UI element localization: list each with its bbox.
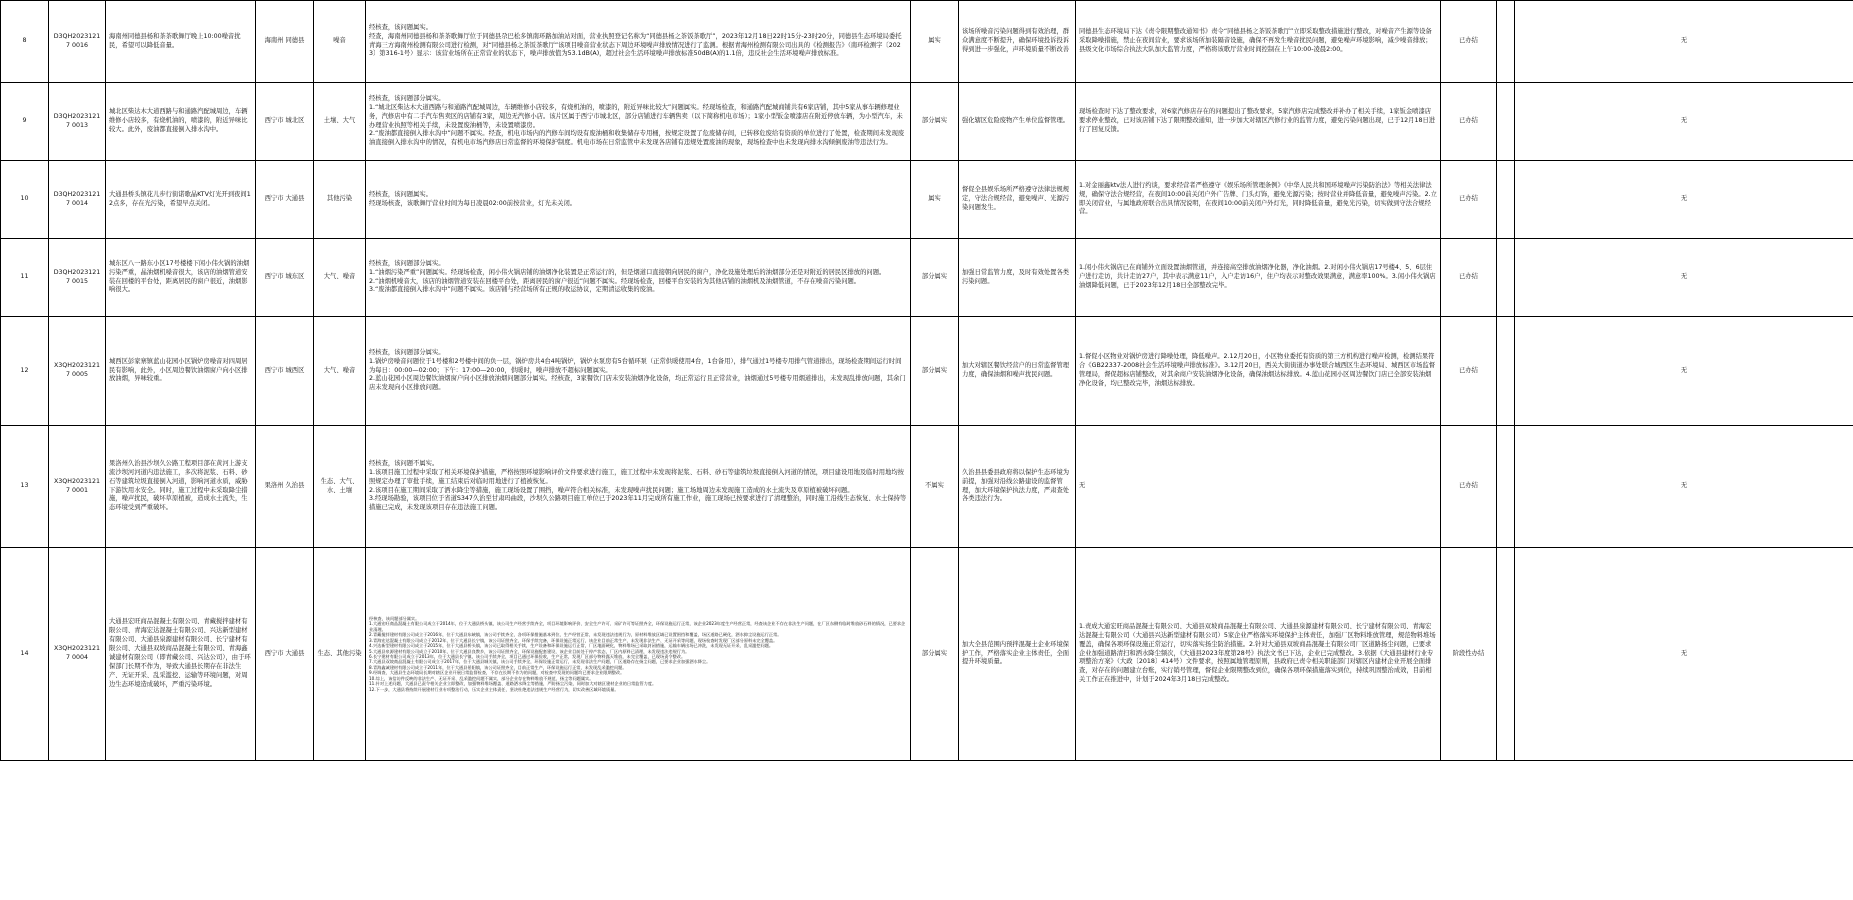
complaint-content: 城西区彭家寨镇蓝山花园小区锅炉房噪音对四周居民有影响，此外，小区周边餐饮油烟窗户向小区排放油烟，异味较重。 xyxy=(106,317,256,426)
rectification-goal: 强化辖区危险废物产生单位监督管理。 xyxy=(959,83,1076,161)
table-row xyxy=(1,239,1853,317)
rectification-measures: 同德县生态环境局下达《责令限期整改通知书》责令“同德县杨之茶饭茶歌厅”立即采取整改措施进行整改，对噪音产生源等设备采取降噪措施，禁止在夜间营业，要求该场所加装隔音设施，确保不再发生噪音扰民问题，避免噪声环境影响，减少噪音排放；县级文化市场综合执法大队加大监管力度，严格将该歌厅营业时间控制在上午10:00-凌晨2:00。 xyxy=(1076,1,1441,83)
verification-paragraph: 12.下一步，大通县将持续开展建材行业专项整治行动，压实企业主体责任，坚决杜绝违法违规生产经营行为，切实改善区域环境质量。 xyxy=(369,686,619,692)
complaint-content: 果洛州久治县沙坝久公路工程项目部在黄河上游支流沙坝河河道内违法施工，多次将泥浆、石料、砂石等建筑垃圾直接倒入河道，影响河道水质，威胁下游饮用水安全。同时，施工过程中未采取降尘措施，噪声扰民，破坏草原植被，造成水土流失，生态环境受到严重破坏。 xyxy=(106,426,256,548)
location: 西宁市 城东区 xyxy=(256,239,314,317)
location: 西宁市 大通县 xyxy=(256,548,314,761)
pollution-type: 生态、其他污染 xyxy=(314,548,366,761)
verification-paragraph: 1.锅炉房噪音问题位于1号楼和2号楼中间的负一层，锅炉房共4台4吨锅炉，锅炉水泵房有5台循环泵（正常供暖使用4台，1台备用），排气通过1号楼专用排气管道排出，现场检查期间运行时间为每日：00:00—02:00；下午：17:00—20:00，供暖时，噪声排放不超标问题属实。 xyxy=(369,357,902,374)
verification-paragraph: 8.青海鑫诚建材有限公司成立于2011年，位于大通县景阳镇，该公司证照齐全，目前正常生产，环保设施运行正常，未发现乱采滥挖问题。 xyxy=(369,664,627,670)
verification-paragraph: 2.该项目在施工期间采取了洒水降尘等措施，施工现场设置了围挡，噪声符合相关标准，未发现噪声扰民问题；施工场地周边未发现施工造成的水土流失及草原植被破坏问题。 xyxy=(369,486,854,494)
verification-paragraph: 5.大通县泉源建材有限公司成立于2010年，位于大通县良教乡，该公司证照齐全，环保设施配套建设，该企业目前处于停产状态，厂区内原料已清理，未发现违法违规行为。 xyxy=(369,648,690,654)
verification-paragraph: 经核查，该问题部分属实。 xyxy=(369,615,420,621)
row-number: 9 xyxy=(1,83,49,161)
completion-status: 已办结 xyxy=(1441,1,1497,83)
verification-paragraph: 经核查，该问题属实。 xyxy=(369,190,432,198)
completion-status: 已办结 xyxy=(1441,239,1497,317)
location: 西宁市 大通县 xyxy=(256,161,314,239)
rectification-goal: 加强日常监管力度，及时有效处置各类污染问题。 xyxy=(959,239,1076,317)
verification-paragraph: 经核查，该问题部分属实。 xyxy=(369,348,445,356)
verification-paragraph: 11.针对上述问题，大通县已责令相关企业立即整改，加强物料堆场覆盖、道路洒水降尘等措施，严防扬尘污染，同时加大对辖区建材企业的日常监管力度。 xyxy=(369,681,657,687)
complaint-content: 城北区柴达木大道西路与和通路汽配城周边，车辆维修小店较多，有烧机油的，喷漆的，附近异味比较大。此外，废油都直接倒入排水沟中。 xyxy=(106,83,256,161)
accountability: 无 xyxy=(1515,426,1853,548)
pollution-type: 其他污染 xyxy=(314,161,366,239)
verification-paragraph: 1.“油烟污染严重”问题属实。经现场检查，闲小伟火锅店铺的油烟净化装置是正常运行的，但是烟道口直接朝向居民的窗户，净化设施处理后的油烟部分还是对附近的居民区排放的问题。 xyxy=(369,268,886,276)
verification-paragraph: 经现场核查，该歌舞厅营业时间为每日凌晨02:00前按营业，灯光未关闭。 xyxy=(369,199,577,207)
rectification-goal: 督促全县娱乐场所严格遵守法律法规规定，守法合规经营，避免噪声、光源污染问题发生。 xyxy=(959,161,1076,239)
verification-details xyxy=(366,1,911,83)
spacer-cell xyxy=(1497,548,1515,761)
rectification-measures: 1.督促小区物业对锅炉房进行降噪处理，降低噪声。2.12月20日，小区物业委托有资质的第三方机构进行噪声检测，检测结果符合《GB22337-2008社会生活环境噪声排放标准》。3.12月20日，西关大街街道办事处联合城西区生态环境局、城西区市场监督管理局，督促超标店铺整改，对其余商户安装油烟净化设备，确保油烟达标排放。4.蓝山花园小区周边餐饮门店已全部安装油烟净化设备，均已整改完毕，油烟达标排放。 xyxy=(1076,317,1441,426)
row-number: 13 xyxy=(1,426,49,548)
verification-paragraph: 1.该项目施工过程中采取了相关环境保护措施，严格按照环境影响评价文件要求进行施工，施工过程中未发现将泥浆、石料、砂石等建筑垃圾直接倒入河道的情况，项目建设用地及临时用地均按照规定办理了审批手续，施工结束后对临时用地进行了植被恢复。 xyxy=(369,468,904,485)
completion-status: 已办结 xyxy=(1441,161,1497,239)
case-code: X3QH20231217 0005 xyxy=(49,317,106,426)
verification-result: 属实 xyxy=(911,1,959,83)
verification-details xyxy=(366,426,911,548)
spacer-cell xyxy=(1497,426,1515,548)
verification-paragraph: 2.“废油都直接倒入排水沟中”问题不属实。经查，机电市场内的汽修车间均设有废油桶和收集储存专用桶，按规定设置了危废储存间，已转移危废给有资质的单位进行了处置，检查期间未发现废油直接倒入排水沟中的情况，有机电市场汽修店日常监督的环境保护制度。机电市场在日常监管中未发现各店铺有违规处置废油的现象，现场检查中也未发现向排水沟倾倒废油等违法行为。 xyxy=(369,130,905,147)
spacer-cell xyxy=(1497,1,1515,83)
accountability: 无 xyxy=(1515,317,1853,426)
verification-paragraph: 经查，海南州同德县杨和茶茶歌舞厅位于同德县尕巴松多镇南环路加油站对面，营业执照登记名称为“同德县杨之茶饭茶歌厅”，2023年12月18日22时15分-23时20分，同德县生态环境局委托青海三方海南州检测有限公司进行检测，对“同德县杨之茶饭茶歌厅”该项目噪音营业状态下周边环境噪声排放情况进行了监测。根据青海州检测有限公司出具的《检测报告》（南环检测字〔2023〕第316-1号）显示：该营业场所在正常营业的状态下，噪声排放值为53.1dB(A)，超过社会生活环境噪声排放标准50dB(A)的1.1倍，违反社会生活环境噪声排放标准。 xyxy=(369,32,902,58)
completion-status: 已办结 xyxy=(1441,83,1497,161)
case-code: D3QH20231217 0016 xyxy=(49,1,106,83)
location: 西宁市 城西区 xyxy=(256,317,314,426)
verification-details xyxy=(366,548,911,761)
accountability: 无 xyxy=(1515,161,1853,239)
rectification-goal: 加大全县范围内预拌混凝土企业环境保护工作，严格落实企业主体责任，全面提升环境质量。 xyxy=(959,548,1076,761)
verification-paragraph: 10.综上，该信访件反映的非法生产、无证开采、乱采滥挖问题不属实，部分企业存在物料堆放不规范、扬尘等问题属实。 xyxy=(369,675,594,681)
verification-paragraph: 3.青海宏达混凝土有限公司成立于2012年，位于大通县长宁镇，该公司证照齐全，环保手续完备，环保设施正常运行，该企业目前正常生产，未发现非法生产、无证开采等问题，现场检查时发现厂区部分原料未完全覆盖。 xyxy=(369,637,778,643)
case-code: D3QH20231217 0013 xyxy=(49,83,106,161)
rectification-measures: 1.对金丽鑫ktv法人进行约谈，要求经营者严格遵守《娱乐场所管理条例》《中华人民共和国环境噪声污染防治法》等相关法律法规，确保守法合规经营，在夜间10:00前关闭户外广告牌、门头灯饰，避免光源污染；按时营业并降低音量，避免噪声污染。2.立即关闭营业，与属地政府联合出具情况说明，在夜间10:00前关闭户外灯光，同时降低音量，避免光污染，切实做到守法合规经营。 xyxy=(1076,161,1441,239)
verification-paragraph: 2.“油烟机噪音大，该店的油烟管道安装在回楼平台处，距离居民的窗户很近”问题不属实。经现场检查，回楼平台安装的为其他店铺的油烟机及油烟管道，不存在噪音污染问题。 xyxy=(369,277,861,285)
rectification-measures: 1.责成大通宏旺商品混凝土有限公司、大通县双坡商品混凝土有限公司、大通县泉源建材有限公司、长宁建材有限公司、青海宏达混凝土有限公司（大通县兴达新型建材有限公司）5家企业严格落实环境保护主体责任，加强厂区物料堆放管理，规范物料堆场覆盖，确保各项环保设施正常运行，切实落实扬尘防治措施。2.针对大通县双坡商品混凝土有限公司厂区道路扬尘问题，已要求企业加强道路清扫和洒水降尘频次，《大通县2023年度第28号》执法文书已下达，企业已完成整改。3.依据《大通县建材行业专项整治方案》（大政〔2018〕414号）文件要求，按照属地管理原则，县政府已责令相关职能部门对辖区内建材企业开展全面排查，对存在的问题建立台账，实行销号管理，督促企业限期整改到位，确保各项环保措施落实到位，持续巩固整治成效，目前相关工作正在推进中，计划于2024年3月18日完成整改。 xyxy=(1076,548,1441,761)
table-row xyxy=(1,548,1853,761)
pollution-type: 大气、噪音 xyxy=(314,239,366,317)
verification-paragraph: 3.经现场勘验，该项目位于省道S347久治至甘肃玛曲段，沙坝久公路项目施工单位已于2023年11月完成所有施工作业，施工现场已按要求进行了清理整治，同时施工沿线生态恢复、水土保持等措施已完成，未发现该项目存在违法施工问题。 xyxy=(369,495,907,512)
verification-paragraph: 1.大通宏旺商品混凝土有限公司成立于2014年，位于大通县桥头镇，该公司生产经营手续齐全，项目环境影响评价、安全生产许可、采矿许可等证照齐全，环保设施运行正常，该企业2023年度生产经营正常，经查该企业不存在非法生产问题，在厂区东侧有临时堆放砂石料的情况，已要求企业清理。 xyxy=(369,621,906,632)
table-row xyxy=(1,426,1853,548)
verification-paragraph: 经核查，该问题属实。 xyxy=(369,23,432,31)
row-number: 11 xyxy=(1,239,49,317)
verification-paragraph: 1.“城北区柴达木大道西路与和通路汽配城周边，车辆维修小店较多，有烧机油的，喷漆的，附近异味比较大”问题属实。经现场检查，和通路汽配城商铺共有6家店铺，其中5家从事车辆修理业务，汽修店中有二手汽车售卖区的店铺有3家，周边无汽修小店。该片区属于西宁市城北区，部分店铺进行车辆售卖（以下简称机电市场）；1家小型钣金喷漆店在附近停放车辆，为小型汽车，未办理营业执照等相关手续，未设置废油桶等，未设置喷漆房。 xyxy=(369,103,903,129)
row-number: 12 xyxy=(1,317,49,426)
table-row xyxy=(1,83,1853,161)
row-number: 10 xyxy=(1,161,49,239)
location: 西宁市 城北区 xyxy=(256,83,314,161)
complaint-content: 大通县桥头镇花儿步行街诺歌晶KTV灯光开到夜间12点多，存在光污染，希望早点关闭。 xyxy=(106,161,256,239)
accountability: 无 xyxy=(1515,1,1853,83)
verification-paragraph: 经核查，该问题不属实。 xyxy=(369,459,439,467)
table-row xyxy=(1,317,1853,426)
verification-details xyxy=(366,83,911,161)
spacer-cell xyxy=(1497,161,1515,239)
verification-result: 部分属实 xyxy=(911,83,959,161)
spacer-cell xyxy=(1497,83,1515,161)
pollution-type: 噪音 xyxy=(314,1,366,83)
verification-paragraph: 经核查，该问题部分属实。 xyxy=(369,94,445,102)
verification-result: 部分属实 xyxy=(911,548,959,761)
verification-details xyxy=(366,239,911,317)
verification-paragraph: 6.长宁建材有限公司成立于2013年，位于大通县长宁镇，该公司手续齐全，项目已通过环保验收，生产正常，发现厂区部分物料露天堆放，未完全覆盖，已现场责令整改。 xyxy=(369,654,686,659)
verification-paragraph: 3.“废油都直接倒入排水沟中”问题不属实。该店铺与经营场所有正规的收运协议，定期清运收集的废油。 xyxy=(369,286,659,294)
verification-details xyxy=(366,161,911,239)
pollution-type: 生态、大气、水、土壤 xyxy=(314,426,366,548)
accountability: 无 xyxy=(1515,83,1853,161)
verification-paragraph: 9.经调查，大通县生态环境局长期对辖区企业开展日常监督检查，不存在长期不作为的问题，对检查中发现的问题均已要求企业限期整改。 xyxy=(369,670,625,676)
verification-result: 部分属实 xyxy=(911,239,959,317)
pollution-type: 大气、噪音 xyxy=(314,317,366,426)
case-code: X3QH20231217 0004 xyxy=(49,548,106,761)
accountability: 无 xyxy=(1515,239,1853,317)
row-number: 14 xyxy=(1,548,49,761)
rectification-measures: 现场检查时下达了整改要求，对6家汽修店存在的问题提出了整改要求，5家汽修店完成整改并补办了相关手续，1家钣金喷漆店要求停业整改，已对该店铺下达了限期整改通知，进一步加大对辖区汽修行业的监管力度，避免污染问题出现，已于12月18日进行了回复反馈。 xyxy=(1076,83,1441,161)
case-code: D3QH20231217 0015 xyxy=(49,239,106,317)
table-row xyxy=(1,1,1853,83)
complaint-content: 城东区八一路东小区17号楼楼下闲小伟火锅的油烟污染严重，晶油烟机嗓音很大，该店的油烟管道安装在回楼的平台处，距离居民的窗户很近，油烟影响很大。 xyxy=(106,239,256,317)
verification-paragraph: 7.大通县双坡商品混凝土有限公司成立于2017年，位于大通县城关镇，该公司手续齐全，环保设施正常运行，未发现非法生产问题，厂区道路存在扬尘问题，已要求企业加强洒水降尘。 xyxy=(369,659,711,665)
completion-status: 已办结 xyxy=(1441,426,1497,548)
verification-result: 不属实 xyxy=(911,426,959,548)
rectification-goal: 该场所噪音污染问题得到有效治理，群众满意度不断提升，确保环境投诉投诉得到进一步强化，声环境质量不断改善 xyxy=(959,1,1076,83)
verification-details xyxy=(366,317,911,426)
spacer-cell xyxy=(1497,317,1515,426)
pollution-type: 土壤、大气 xyxy=(314,83,366,161)
verification-paragraph: 2.蓝山花园小区周边餐饮油烟窗户向小区排放油烟问题部分属实。经核查，3家餐饮门店未安装油烟净化设备，均正常运行且正常营业，油烟通过5号楼专用烟道排出，未发现乱排放问题，其余门店未发现向小区排放问题。 xyxy=(369,375,906,392)
accountability: 无 xyxy=(1515,548,1853,761)
complaint-content: 海南州同德县杨和茶茶歌舞厅晚上10:00噪音扰民，希望可以降低音量。 xyxy=(106,1,256,83)
case-code: D3QH20231217 0014 xyxy=(49,161,106,239)
completion-status: 已办结 xyxy=(1441,317,1497,426)
completion-status: 阶段性办结 xyxy=(1441,548,1497,761)
rectification-measures: 1.闲小伟火锅店已在商铺外立面设置油烟管道，并连接高空排放油烟净化器，净化油烟。2.对闲小伟火锅店17号楼4、5、6层住户进行走访，共计走访27户，其中表示满意11户，入户走访16户，住户均表示对整改效果满意，满意率100%。3.闲小伟火锅店油烟降低问题，已于2023年12月18日全部整改完毕。 xyxy=(1076,239,1441,317)
location: 果洛州 久治县 xyxy=(256,426,314,548)
verification-paragraph: 经核查，该问题部分属实。 xyxy=(369,259,445,267)
case-code: X3QH20231217 0001 xyxy=(49,426,106,548)
rectification-measures: 无 xyxy=(1076,426,1441,548)
rectification-goal: 久治县县委县政府将以保护生态环境为前提，加强对沿线公路建设的监督管理，加大环境保护执法力度，严肃查处各类违法行为。 xyxy=(959,426,1076,548)
location: 海南州 同德县 xyxy=(256,1,314,83)
spacer-cell xyxy=(1497,239,1515,317)
verification-result: 属实 xyxy=(911,161,959,239)
verification-result: 部分属实 xyxy=(911,317,959,426)
row-number: 8 xyxy=(1,1,49,83)
table-row xyxy=(1,161,1853,239)
verification-paragraph: 4.兴达新型建材有限公司成立于2015年，位于大通县桥头镇，该公司已取得相关手续，生产设备和环保设施运行正常，厂区地面硬化，物料堆场已采取封闭措施，运输车辆出场已冲洗，未发现无证开采、乱采滥挖问题。 xyxy=(369,643,774,649)
rectification-goal: 加大对辖区餐饮经营户的日常监督管理力度，确保油烟和噪声扰民问题。 xyxy=(959,317,1076,426)
verification-paragraph: 2.青藏搅拌建材有限公司成立于2016年，位于大通县东峡镇，该公司手续齐全，各项环保措施基本到位，生产经营正常，未发现违法违规行为，原材料堆放区域已设置围挡和覆盖，场区道路已硬化，洒水抑尘设施运行正常。 xyxy=(369,632,782,638)
complaint-content: 大通县宏旺商品混凝土有限公司、青藏搅拌建材有限公司、青海宏达混凝土有限公司、兴达新型建材有限公司、大通县泉源建材有限公司、长宁建材有限公司、大通县双坡商品混凝土有限公司、青海鑫诚建材有限公司（即青藏公司、兴达公司），由于环保部门长期不作为，导致大通县长期存在非法生产、无证开采、乱采滥挖、运输等环境问题，对周边生态环境造成破坏，严重污染环境。 xyxy=(106,548,256,761)
